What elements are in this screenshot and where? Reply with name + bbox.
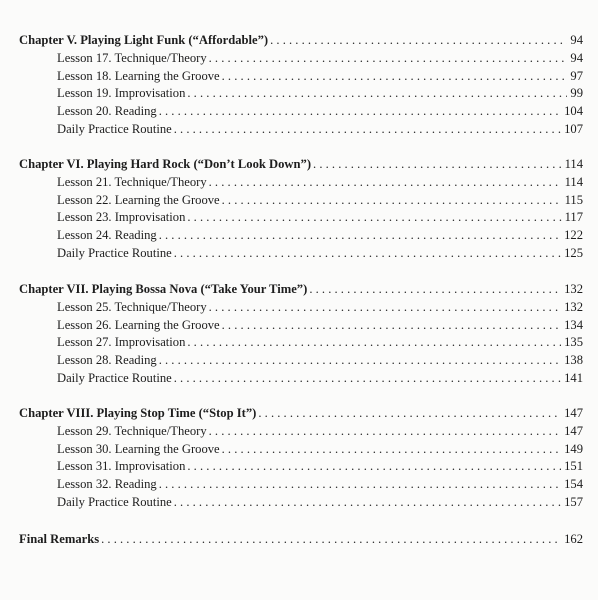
entry-label: Lesson 26. Learning the Groove (57, 317, 220, 332)
page-number: 157 (564, 494, 583, 509)
toc-entry[interactable] (19, 476, 583, 494)
page-number: 94 (570, 33, 583, 47)
dot-leader (174, 370, 561, 388)
page-number: 149 (564, 441, 583, 456)
toc-entry[interactable] (19, 50, 583, 68)
entry-label: Lesson 32. Reading (57, 477, 157, 492)
page-number: 94 (570, 50, 583, 65)
toc-entry[interactable] (19, 227, 583, 245)
chapter-heading[interactable] (19, 32, 583, 50)
page-number: 162 (564, 532, 583, 546)
page-number: 125 (564, 245, 583, 260)
chapter-title: Chapter VII. Playing Bossa Nova (“Take Your Time”) (19, 282, 308, 296)
page-number: 107 (564, 121, 583, 136)
toc-entry[interactable] (19, 494, 583, 512)
chapter-section (19, 405, 583, 512)
dot-leader (222, 192, 562, 210)
final-remarks-title: Final Remarks (19, 532, 100, 546)
page-number: 115 (564, 192, 583, 207)
toc-entry[interactable] (19, 334, 583, 352)
page-number: 114 (564, 157, 583, 171)
chapter-section (19, 156, 583, 263)
dot-leader (187, 85, 567, 103)
entry-label: Lesson 30. Learning the Groove (57, 441, 220, 456)
entry-label: Lesson 22. Learning the Groove (57, 192, 220, 207)
entry-label: Daily Practice Routine (57, 370, 172, 385)
page-number: 114 (564, 174, 583, 189)
entry-label: Lesson 20. Reading (57, 104, 157, 119)
entry-label: Lesson 29. Technique/Theory (57, 423, 207, 438)
dot-leader (174, 121, 561, 139)
toc-entry[interactable] (19, 352, 583, 370)
entry-label: Lesson 23. Improvisation (57, 210, 186, 225)
toc-entry[interactable] (19, 423, 583, 441)
dot-leader (209, 423, 561, 441)
toc-entry[interactable] (19, 209, 583, 227)
page-number: 134 (564, 317, 583, 332)
page-number: 132 (564, 299, 583, 314)
dot-leader (309, 281, 561, 299)
chapter-heading[interactable] (19, 405, 583, 423)
dot-leader (270, 32, 567, 50)
page-number: 132 (564, 282, 583, 296)
dot-leader (187, 334, 561, 352)
toc-entry[interactable] (19, 370, 583, 388)
page-number: 97 (570, 68, 583, 83)
chapter-title: Chapter V. Playing Light Funk (“Affordable”) (19, 33, 269, 47)
dot-leader (313, 156, 562, 174)
page-number: 99 (570, 86, 583, 101)
toc-entry[interactable] (19, 121, 583, 139)
dot-leader (222, 441, 561, 459)
dot-leader (209, 174, 562, 192)
dot-leader (101, 531, 561, 549)
toc-entry[interactable] (19, 68, 583, 86)
dot-leader (174, 494, 561, 512)
toc-entry[interactable] (19, 103, 583, 121)
dot-leader (159, 352, 561, 370)
entry-label: Daily Practice Routine (57, 494, 172, 509)
entry-label: Lesson 24. Reading (57, 228, 157, 243)
final-section (19, 531, 583, 549)
page-number: 135 (564, 335, 583, 350)
chapter-section (19, 32, 583, 139)
chapter-heading[interactable] (19, 281, 583, 299)
toc-entry[interactable] (19, 458, 583, 476)
dot-leader (222, 317, 561, 335)
chapter-title: Chapter VI. Playing Hard Rock (“Don’t Look Down”) (19, 157, 312, 171)
entry-label: Lesson 19. Improvisation (57, 86, 186, 101)
entry-label: Lesson 28. Reading (57, 353, 157, 368)
chapter-section (19, 281, 583, 388)
toc-entry[interactable] (19, 299, 583, 317)
dot-leader (258, 405, 561, 423)
page-number: 147 (564, 423, 583, 438)
dot-leader (187, 458, 561, 476)
toc-entry[interactable] (19, 174, 583, 192)
page-number: 122 (564, 228, 583, 243)
dot-leader (159, 227, 561, 245)
chapter-title: Chapter VIII. Playing Stop Time (“Stop It”) (19, 406, 257, 420)
page-number: 141 (564, 370, 583, 385)
dot-leader (209, 50, 568, 68)
toc-entry[interactable] (19, 441, 583, 459)
page-number: 117 (564, 210, 583, 225)
entry-label: Daily Practice Routine (57, 245, 172, 260)
final-remarks-entry[interactable] (19, 531, 583, 549)
entry-label: Lesson 25. Technique/Theory (57, 299, 207, 314)
toc-entry[interactable] (19, 245, 583, 263)
page-number: 154 (564, 477, 583, 492)
entry-label: Lesson 21. Technique/Theory (57, 174, 207, 189)
entry-label: Lesson 18. Learning the Groove (57, 68, 220, 83)
dot-leader (187, 209, 561, 227)
dot-leader (159, 476, 561, 494)
dot-leader (159, 103, 561, 121)
dot-leader (222, 68, 568, 86)
entry-label: Lesson 31. Improvisation (57, 459, 186, 474)
toc-entry[interactable] (19, 85, 583, 103)
entry-label: Lesson 17. Technique/Theory (57, 50, 207, 65)
dot-leader (174, 245, 561, 263)
toc-entry[interactable] (19, 192, 583, 210)
entry-label: Lesson 27. Improvisation (57, 335, 186, 350)
page-number: 138 (564, 353, 583, 368)
chapter-heading[interactable] (19, 156, 583, 174)
dot-leader (209, 299, 561, 317)
toc-entry[interactable] (19, 317, 583, 335)
page-number: 104 (564, 104, 583, 119)
entry-label: Daily Practice Routine (57, 121, 172, 136)
page-number: 151 (564, 459, 583, 474)
page-number: 147 (564, 406, 583, 420)
